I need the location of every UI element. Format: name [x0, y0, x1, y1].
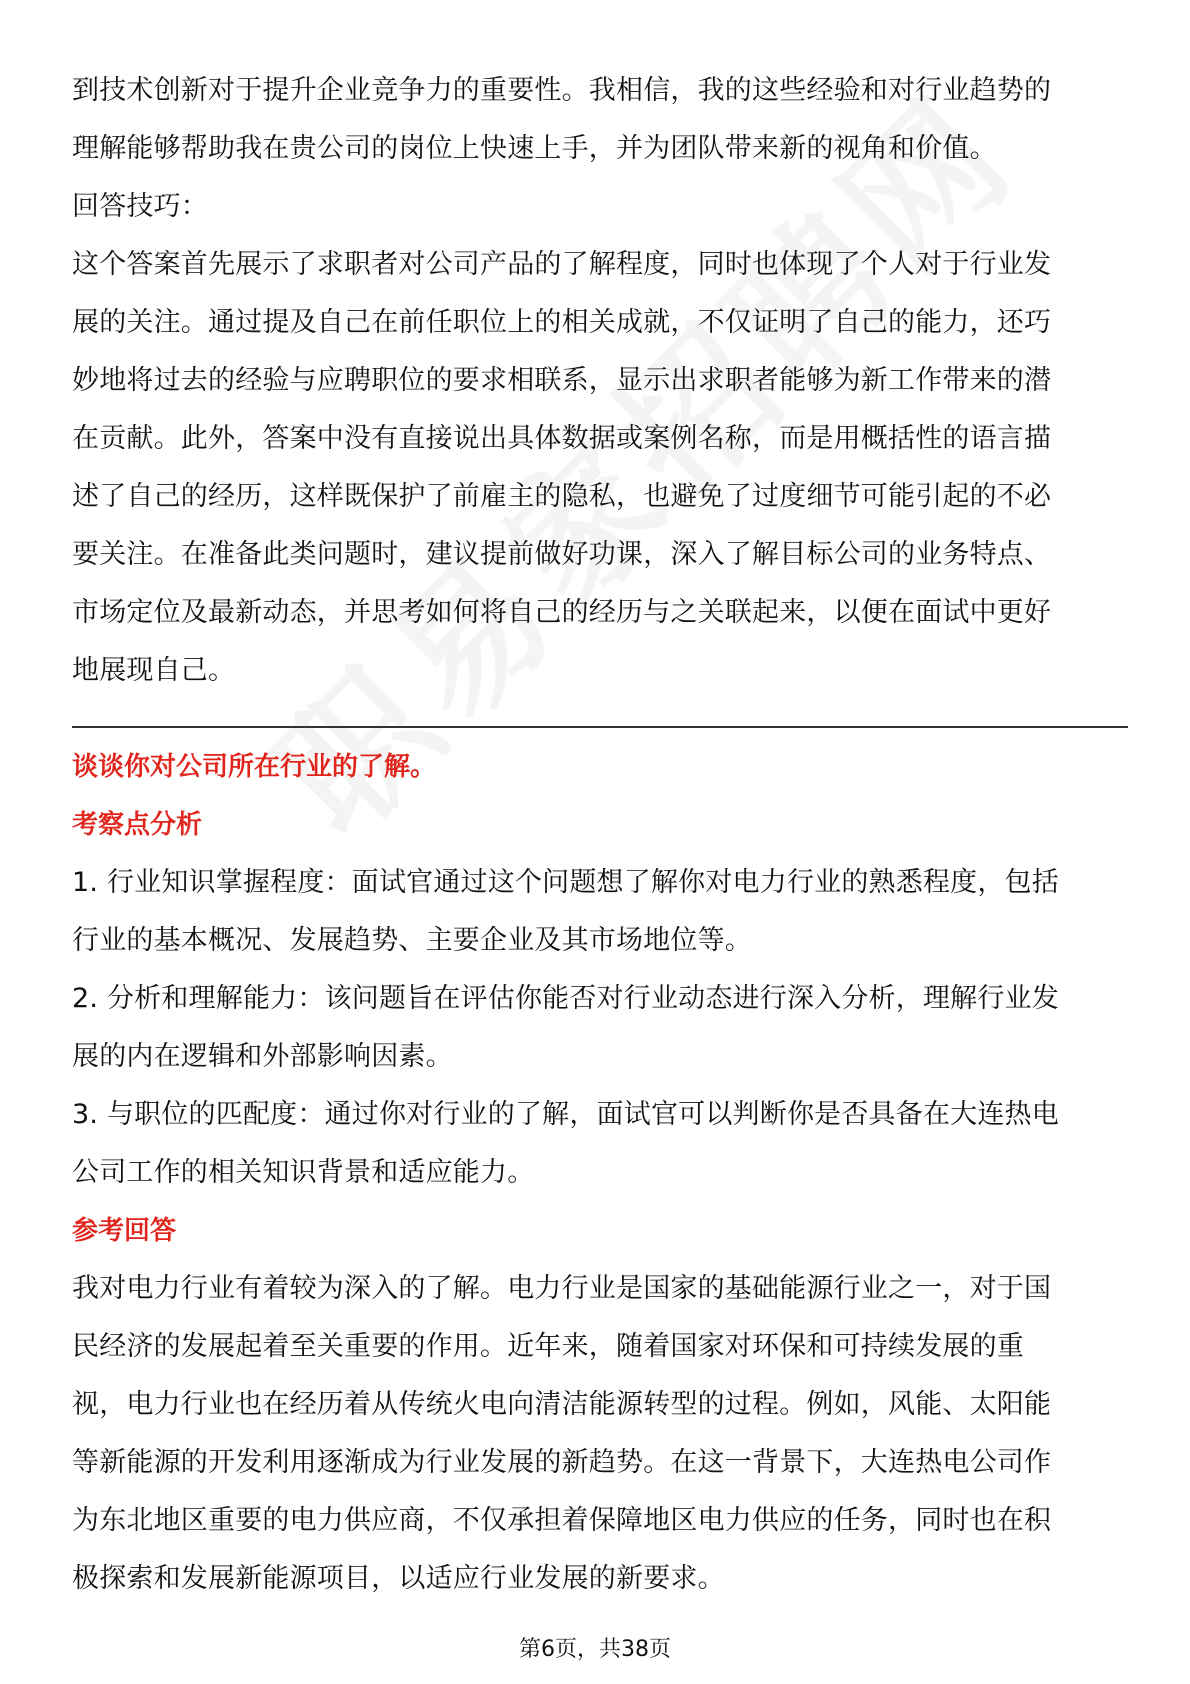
document-page	[72, 62, 1128, 1608]
text-line: 1. 行业知识掌握程度：面试官通过这个问题想了解你对电力行业的熟悉程度，包括	[72, 867, 1059, 898]
text-line: 理解能够帮助我在贵公司的岗位上快速上手，并为团队带来新的视角和价值。	[72, 133, 997, 164]
page-footer: 第6页，共38页	[519, 1637, 671, 1662]
text-line: 市场定位及最新动态，并思考如何将自己的经历与之关联起来，以便在面试中更好	[72, 597, 1052, 628]
text-line: 要关注。在准备此类问题时，建议提前做好功课，深入了解目标公司的业务特点、	[72, 539, 1052, 570]
text-line: 极探索和发展新能源项目，以适应行业发展的新要求。	[72, 1563, 725, 1594]
text-line: 述了自己的经历，这样既保护了前雇主的隐私，也避免了过度细节可能引起的不必	[72, 481, 1052, 512]
text-line: 2. 分析和理解能力：该问题旨在评估你能否对行业动态进行深入分析，理解行业发	[72, 983, 1059, 1014]
text-line: 视，电力行业也在经历着从传统火电向清洁能源转型的过程。例如，风能、太阳能	[72, 1389, 1052, 1420]
text-line: 这个答案首先展示了求职者对公司产品的了解程度，同时也体现了个人对于行业发	[72, 249, 1052, 280]
tips-label: 回答技巧：	[72, 191, 208, 222]
text-line: 在贡献。此外，答案中没有直接说出具体数据或案例名称，而是用概括性的语言描	[72, 423, 1052, 454]
analysis-list	[72, 854, 1128, 1202]
text-line: 公司工作的相关知识背景和适应能力。	[72, 1157, 535, 1188]
text-line: 为东北地区重要的电力供应商，不仅承担着保障地区电力供应的任务，同时也在积	[72, 1505, 1052, 1536]
text-line: 民经济的发展起着至关重要的作用。近年来，随着国家对环保和可持续发展的重	[72, 1331, 1024, 1362]
section-divider	[72, 726, 1128, 728]
text-line: 展的内在逻辑和外部影响因素。	[72, 1041, 453, 1072]
text-line: 行业的基本概况、发展趋势、主要企业及其市场地位等。	[72, 925, 752, 956]
reference-heading: 参考回答	[72, 1216, 177, 1246]
text-line: 3. 与职位的匹配度：通过你对行业的了解，面试官可以判断你是否具备在大连热电	[72, 1099, 1059, 1130]
text-line: 地展现自己。	[72, 655, 236, 686]
reference-answer	[72, 1260, 1128, 1608]
tips-paragraph	[72, 236, 1128, 700]
text-line: 我对电力行业有着较为深入的了解。电力行业是国家的基础能源行业之一，对于国	[72, 1273, 1052, 1304]
question-heading: 谈谈你对公司所在行业的了解。	[72, 752, 437, 782]
text-line: 展的关注。通过提及自己在前任职位上的相关成就，不仅证明了自己的能力，还巧	[72, 307, 1052, 338]
answer-continuation	[72, 62, 1128, 178]
text-line: 等新能源的开发利用逐渐成为行业发展的新趋势。在这一背景下，大连热电公司作	[72, 1447, 1052, 1478]
text-line: 到技术创新对于提升企业竞争力的重要性。我相信，我的这些经验和对行业趋势的	[72, 75, 1052, 106]
analysis-heading: 考察点分析	[72, 810, 203, 840]
text-line: 妙地将过去的经验与应聘职位的要求相联系，显示出求职者能够为新工作带来的潜	[72, 365, 1052, 396]
